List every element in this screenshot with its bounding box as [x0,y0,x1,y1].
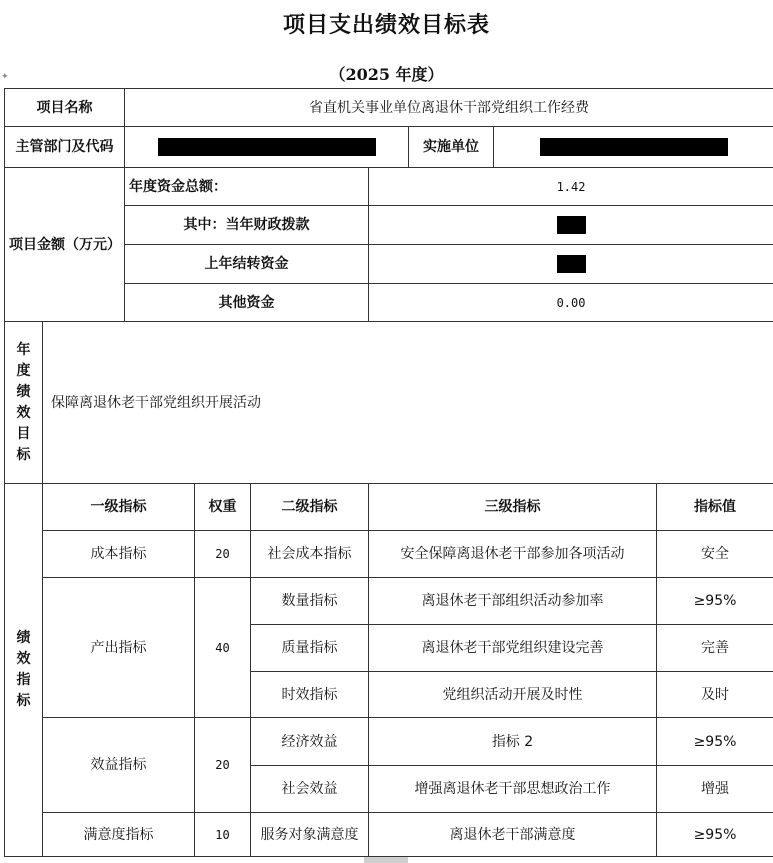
project-name-label: 项目名称 [5,89,125,127]
performance-target-table [4,88,773,857]
level3-cell: 党组织活动开展及时性 [369,672,657,718]
redaction-bar [557,255,586,273]
level2-cell: 服务对象满意度 [251,813,369,857]
value-cell: ≥95% [657,813,773,857]
value-header: 指标值 [657,484,773,531]
amount-label: 项目金额（万元） [5,168,125,322]
redaction-bar [557,216,586,234]
level1-cell: 满意度指标 [43,813,195,857]
implementing-unit-value [494,127,773,168]
carryover-funds-value [369,245,773,284]
indicators-label: 绩 效 指 标 [5,484,43,857]
page-subtitle: （2025 年度） [329,65,444,84]
weight-header: 权重 [195,484,251,531]
level2-header: 二级指标 [251,484,369,531]
page-title: 项目支出绩效目标表 [282,12,490,38]
level1-cell: 效益指标 [43,718,195,813]
annual-goal-text: 保障离退休老干部党组织开展活动 [43,322,773,484]
weight-cell: 20 [195,718,251,813]
weight-cell: 20 [195,531,251,578]
level2-cell: 时效指标 [251,672,369,718]
level3-cell: 安全保障离退休老干部参加各项活动 [369,531,657,578]
weight-cell: 40 [195,578,251,718]
other-funds-label: 其他资金 [125,284,369,322]
table-row [5,718,773,766]
table-row [5,531,773,578]
level3-cell: 离退休老干部组织活动参加率 [369,578,657,625]
redaction-bar [158,138,376,156]
level3-cell: 离退休老干部党组织建设完善 [369,625,657,672]
project-name-row [5,89,773,127]
department-row [5,127,773,168]
carryover-funds-label: 上年结转资金 [125,245,369,284]
value-cell: ≥95% [657,718,773,766]
value-cell: 安全 [657,531,773,578]
implementing-unit-label: 实施单位 [409,127,494,168]
department-value [125,127,409,168]
level1-header: 一级指标 [43,484,195,531]
level2-cell: 质量指标 [251,625,369,672]
value-cell: 完善 [657,625,773,672]
level3-cell: 离退休老干部满意度 [369,813,657,857]
level2-cell: 数量指标 [251,578,369,625]
level2-cell: 经济效益 [251,718,369,766]
level1-cell: 产出指标 [43,578,195,718]
table-row [5,813,773,857]
annual-goal-row [5,322,773,484]
value-cell: 增强 [657,766,773,813]
level2-cell: 社会成本指标 [251,531,369,578]
level3-cell: 增强离退休老干部思想政治工作 [369,766,657,813]
anchor-marker-icon: ✦ [1,72,9,82]
weight-cell: 10 [195,813,251,857]
redaction-bar [540,138,728,156]
project-name-value: 省直机关事业单位离退休干部党组织工作经费 [125,89,773,127]
department-label: 主管部门及代码 [5,127,125,168]
fiscal-allocation-label: 其中：当年财政拨款 [125,206,369,245]
level3-header: 三级指标 [369,484,657,531]
value-cell: ≥95% [657,578,773,625]
other-funds-value: 0.00 [369,284,773,322]
table-row [5,578,773,625]
value-cell: 及时 [657,672,773,718]
level2-cell: 社会效益 [251,766,369,813]
fiscal-allocation-value [369,206,773,245]
scroll-handle[interactable] [364,857,408,863]
level3-cell: 指标 2 [369,718,657,766]
indicator-header-row [5,484,773,531]
total-funds-label: 年度资金总额： [125,168,369,206]
amount-total-row [5,168,773,206]
total-funds-value: 1.42 [369,168,773,206]
level1-cell: 成本指标 [43,531,195,578]
annual-goal-label: 年 度 绩 效 目 标 [5,322,43,484]
